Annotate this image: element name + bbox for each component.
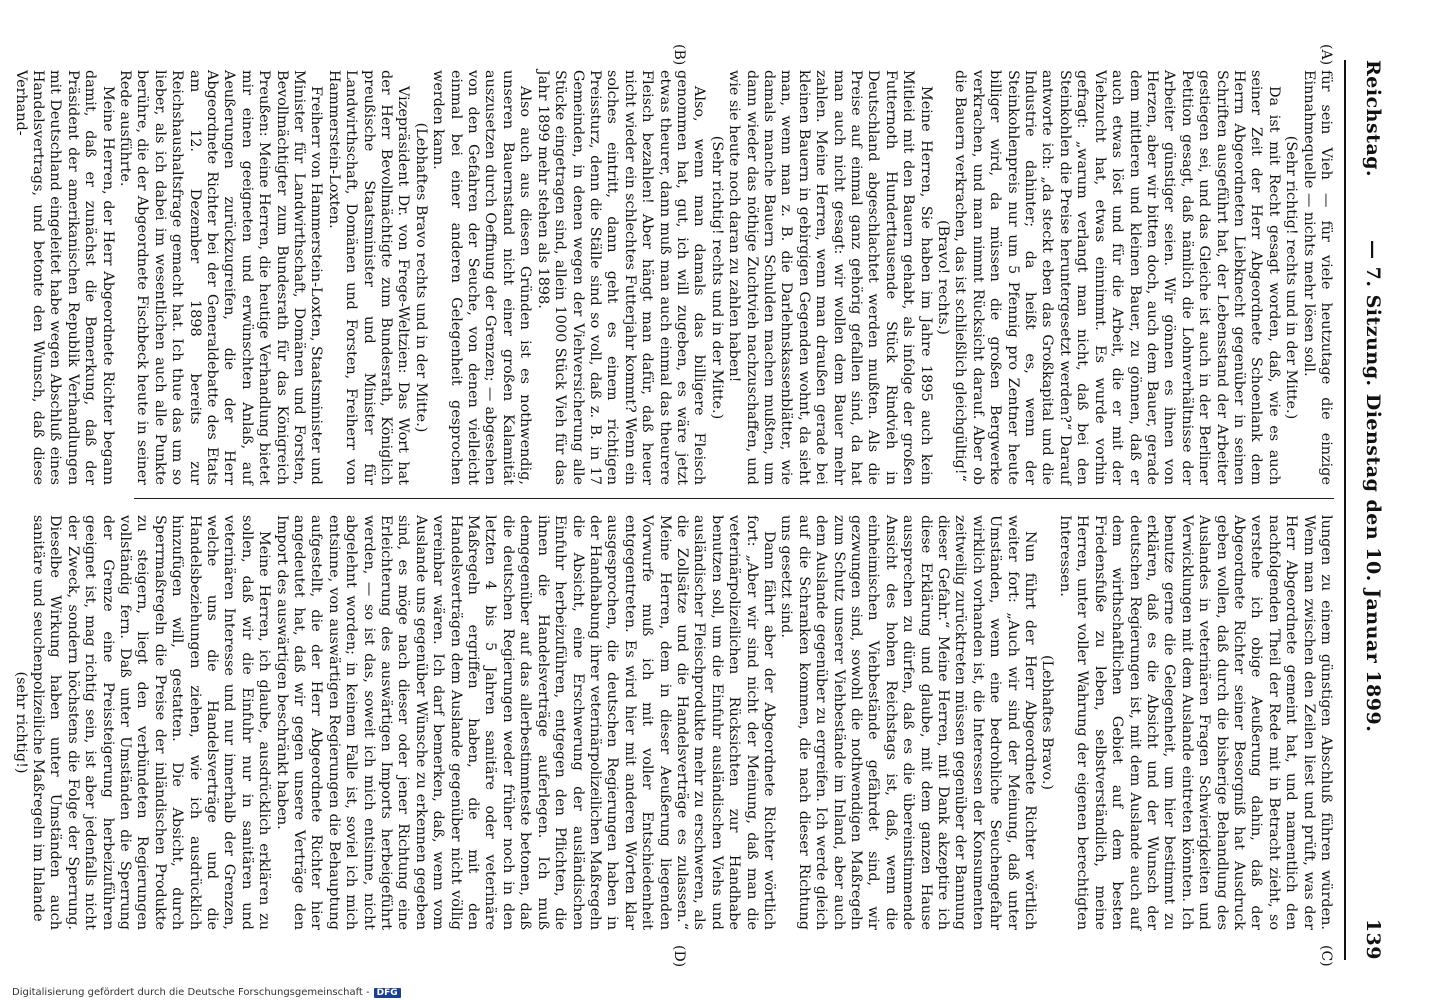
interjection: (Sehr richtig! rechts und in der Mitte.) [708, 135, 725, 420]
left-text-column [12, 70, 1334, 485]
header-rule [1344, 60, 1346, 960]
page-number: 139 [1362, 918, 1384, 960]
speaker-paragraph: Vizepräsident Dr. von Frege-Weltzien: Das Wort hat der Herr Bevollmächtigte zum Bundesrath, Königlich preußische Staatsminister und Minister für Landwirthschaft, Domänen und Forsten, Freiherr von Hammerstein-Loxten. [325, 70, 412, 485]
paragraph: lungen zu einem günstigen Abschluß führen würden. Wenn man zwischen den Zeilen liest und prüft, was der Herr Abgeordnete gemeint hat, und namentlich den nachfolgenden Theil der Rede mit in Betracht zieht, so verstehe ich obige Aeußerung dahin, daß der Abgeordnete Richter seiner Besorgniß hat Ausdruck geben wollen, daß durch die bisherige Behandlung des Auslandes in veterinären Fragen Schwierigkeiten und Verwicklungen mit dem Auslande eintreten könnten. Ich benutze gerne die Gelegenheit, um hier bestimmt zu erklären, daß es die Absicht und der Wunsch der deutschen Regierungen ist, mit dem Auslande auch auf dem wirthschaftlichen Gebiet auf dem besten Friedensfuße zu leben, selbstverständlich, meine Herren, unter voller Wahrung der eigenen berechtigten Interessen. [1056, 515, 1334, 930]
footer-text: Digitalisierung gefördert durch die Deutsche Forschungsgemeinschaft - [12, 987, 370, 998]
margin-marker-b: (B) [671, 44, 687, 66]
margin-marker-c: (C) [1318, 945, 1334, 967]
interjection: (Bravo! rechts.) [935, 220, 952, 335]
header-session-date: — 7. Sitzung. Dienstag den 10. Januar 1899. [1362, 240, 1384, 733]
paragraph: für sein Vieh — für viele heutzutage die einzige Einnahmequelle — nichts mehr lösen soll. [1300, 70, 1334, 485]
paragraph: Also, wenn man damals das billigere Fleisch genommen hat, gut, ich will zugeben, es wäre jetzt etwas theurer, dann muß man auch einmal das theurere Fleisch bezahlen! Aber hängt man dafür, daß heuer nicht wieder ein schlechtes Futterjahr kommt? Wenn ein solches eintritt, dann geht es einem richtigen Preissturz, denn die Ställe sind so voll, daß z. B. in 17 Gemeinden, in denen wegen der Viehversicherung alle Stücke eingetragen sind, allein 1000 Stück Vieh für das Jahr 1899 mehr stehen als 1898. [534, 70, 708, 485]
speaker-paragraph: Freiherr von Hammerstein-Loxten, Staatsminister und Minister für Landwirthschaft, Domänen und Forsten, Bevollmächtigter zum Bundesrath für das Königreich Preußen: Meine Herren, die heutige Verhandlung bietet mir einen geeigneten und erwünschten Anlaß, auf Aeußerungen zurückzugreifen, die der Herr Abgeordnete Richter bei der Generaldebatte des Etats am 12. Dezember 1898 bereits zur Reichshaushaltsfrage gemacht hat. Ich thue das um so lieber, als ich dabei im wesentlichen auch alle Punkte berühre, die der Abgeordnete Fischbeck heute in seiner Rede ausführte. [116, 70, 325, 485]
paragraph: Meine Herren, der Herr Abgeordnete Richter begann damit, daß er zunächst die Bemerkung, daß der Präsident der amerikanischen Republik Verhandlungen mit Deutschland eingeleitet habe wegen Abschluß eines Handelsvertrags, und betonte den Wunsch, daß diese Verhand- [12, 70, 116, 485]
paragraph: Meine Herren, ich glaube, ausdrücklich erklären zu sollen, daß wir die Einfuhr nur in sanitären und veterinären Interesse und nur innerhalb der Grenzen, welche uns die Handelsverträge und die Handelsbeziehungen ziehen, wie ich ausdrücklich hinzufügen will, gestatten. Die Absicht, durch Sperrmaßregeln die Preise der inländischen Produkte zu steigern, liegt den verbündeten Regierungen vollständig fern. Daß unter Umständen die Sperrung der Grenze eine Preissteigerung herbeizuführen geeignet ist, mag richtig sein, ist aber jedenfalls nicht der Zweck, sondern höchstens die Folge der Sperrung. Dieselbe Wirkung haben unter Umständen auch sanitäre und seuchenpolizeiliche Maßregeln im Inlande [29, 515, 273, 930]
dfg-logo: DFG [374, 988, 401, 998]
paragraph: Da ist mit Recht gesagt worden, daß, wie es auch seiner Zeit der Herr Abgeordnete Schoenlank dem Herrn Abgeordneten Liebknecht gegenüber in seinen Schriften ausgeführt hat, der Lebensstand der Arbeiter gestiegen sei, und das Gleiche ist auch in der Berliner Petition gesagt, daß nämlich die Lohnverhältnisse der Arbeiter günstiger seien. Wir gönnen es ihnen von Herzen, aber wir bitten doch, auch dem Bauer, gerade dem mittleren und kleinen Bauer, zu gönnen, daß er auch etwas löst und für die Arbeit, die er mit der Viehzucht hat, etwas einnimmt. Es wurde vorhin gefragt: „warum verlangt man nicht, daß bei den Steinkohlen die Preise heruntergesetzt werden?“ Darauf antworte ich: „da steckt eben das Großkapital und die Industrie dahinter; da heißt es, wenn der Steinkohlenpreis nur um 5 Pfennig pro Zentner heute billiger wird, da müssen die großen Bergwerke verkrachen, und man nimmt Rücksicht darauf. Aber ob die Bauern verkrachen, das ist schließlich gleichgültig!“ [952, 70, 1282, 485]
margin-marker-d: (D) [671, 945, 687, 968]
header-publication: Reichstag. [1362, 60, 1384, 178]
interjection: (sehr richtig!) [12, 671, 29, 774]
page-header [1352, 60, 1392, 960]
paragraph: Nun führt der Herr Abgeordnete Richter wörtlich weiter fort: „Auch wir sind der Meinung, daß unter Umständen, wenn eine bedrohliche Seuchengefahr wirklich vorhanden ist, die Interessen der Konsumenten zeitweilig zurücktreten müssen gegenüber der Bannung dieser Gefahr.“ Meine Herren, mit Dank akzeptire ich diese Erklärung und glaube, mit dem ganzen Hause aussprechen zu dürfen, daß es die übereinstimmende Ansicht des hohen Reichstags ist, daß, wenn die einheimischen Viehbestände gefährdet sind, wir gezwungen sind, sowohl die nothwendigen Maßregeln zum Schutz unserer Viehbestände im Inland, aber auch dem Auslande gegenüber zu ergreifen. Ich werde gleich auf die Schranken kommen, die nach dieser Richtung uns gesetzt sind. [778, 515, 1039, 930]
right-text-column [12, 515, 1334, 930]
paragraph: Dann fährt aber der Abgeordnete Richter wörtlich fort: „Aber wir sind nicht der Meinung, daß man die veterinärpolizeilichen Rücksichten zur Handhabe benutzen soll, um die Einfuhr ausländischen Viehs und ausländischer Fleischprodukte mehr zu erschweren, als die Zollsätze und die Handelsverträge es zulassen.“ Meine Herren, dem in dieser Aeußerung liegenden Vorwurfe muß ich mit voller Entschiedenheit entgegentreten. Es wird hier mit anderen Worten klar ausgesprochen, die deutschen Regierungen haben in der Handhabung ihrer veterinärpolizeilichen Maßregeln die Absicht, eine Erschwerung der ausländischen Einfuhr herbeizuführen, entgegen den Pflichten, die ihnen die Handelsverträge auferlegen. Ich muß demgegenüber auf das allerbestimmteste betonen, daß die deutschen Regierungen weder früher noch in den letzten 4 bis 5 Jahren sanitäre oder veterinäre Maßregeln ergriffen haben, die mit den Handelsverträgen dem Auslande gegenüber nicht völlig vereinbar wären. Ich darf bemerken, daß, wenn vom Auslande uns gegenüber Wünsche zu erkennen gegeben sind, es möge nach dieser oder jener Richtung eine Erleichterung des auswärtigen Imports herbeigeführt werden, — so ist das, soweit ich mich entsinne, nicht abgelehnt worden; in keinem Falle ist, soviel ich mich entsinne, von auswärtigen Regierungen die Behauptung aufgestellt, die der Herr Abgeordnete Richter hier angedeutet hat, daß wir gegen unsere Verträge den Import des auswärtigen beschränkt haben. [273, 515, 777, 930]
paragraph: Also auch aus diesen Gründen ist es nothwendig, unseren Bauernstand nicht einer großen Kalamität auszusetzen durch Oeffnung der Grenzen; — abgesehen von den Gefahren der Seuche, von denen vielleicht einmal bei einer anderen Gelegenheit gesprochen werden kann. [430, 70, 534, 485]
interjection: (Sehr richtig! rechts und in der Mitte.) [1283, 135, 1300, 420]
paragraph: Meine Herren, Sie haben im Jahre 1895 auch kein Mitleid mit den Bauern gehabt, als infolge der großen Futternoth Hunderttausende Stück Rindvieh in Deutschland abgeschlachtet werden mußten. Als die Preise auf einmal ganz gehörig gefallen sind, da hat man auch nicht gesagt: wir wollen dem Bauer mehr zahlen. Meine Herren, wenn man draußen gerade bei kleinen Bauern in gebirgigen Gegenden wohnt, da sieht man, wenn man z. B. die Darlehnskassenblätter, wie damals manche Bauern Schulden machen mußten, um dann wieder das nöthige Zuchtvieh nachzuschaffen, und wie sie heute noch daran zu zahlen haben! [726, 70, 934, 485]
column-divider [134, 498, 1334, 499]
margin-marker-a: (A) [1318, 44, 1334, 66]
interjection: (Lebhaftes Bravo rechts und in der Mitte.) [412, 122, 429, 433]
interjection: (Lebhaftes Bravo.) [1039, 654, 1056, 791]
digitization-footer [12, 987, 401, 998]
